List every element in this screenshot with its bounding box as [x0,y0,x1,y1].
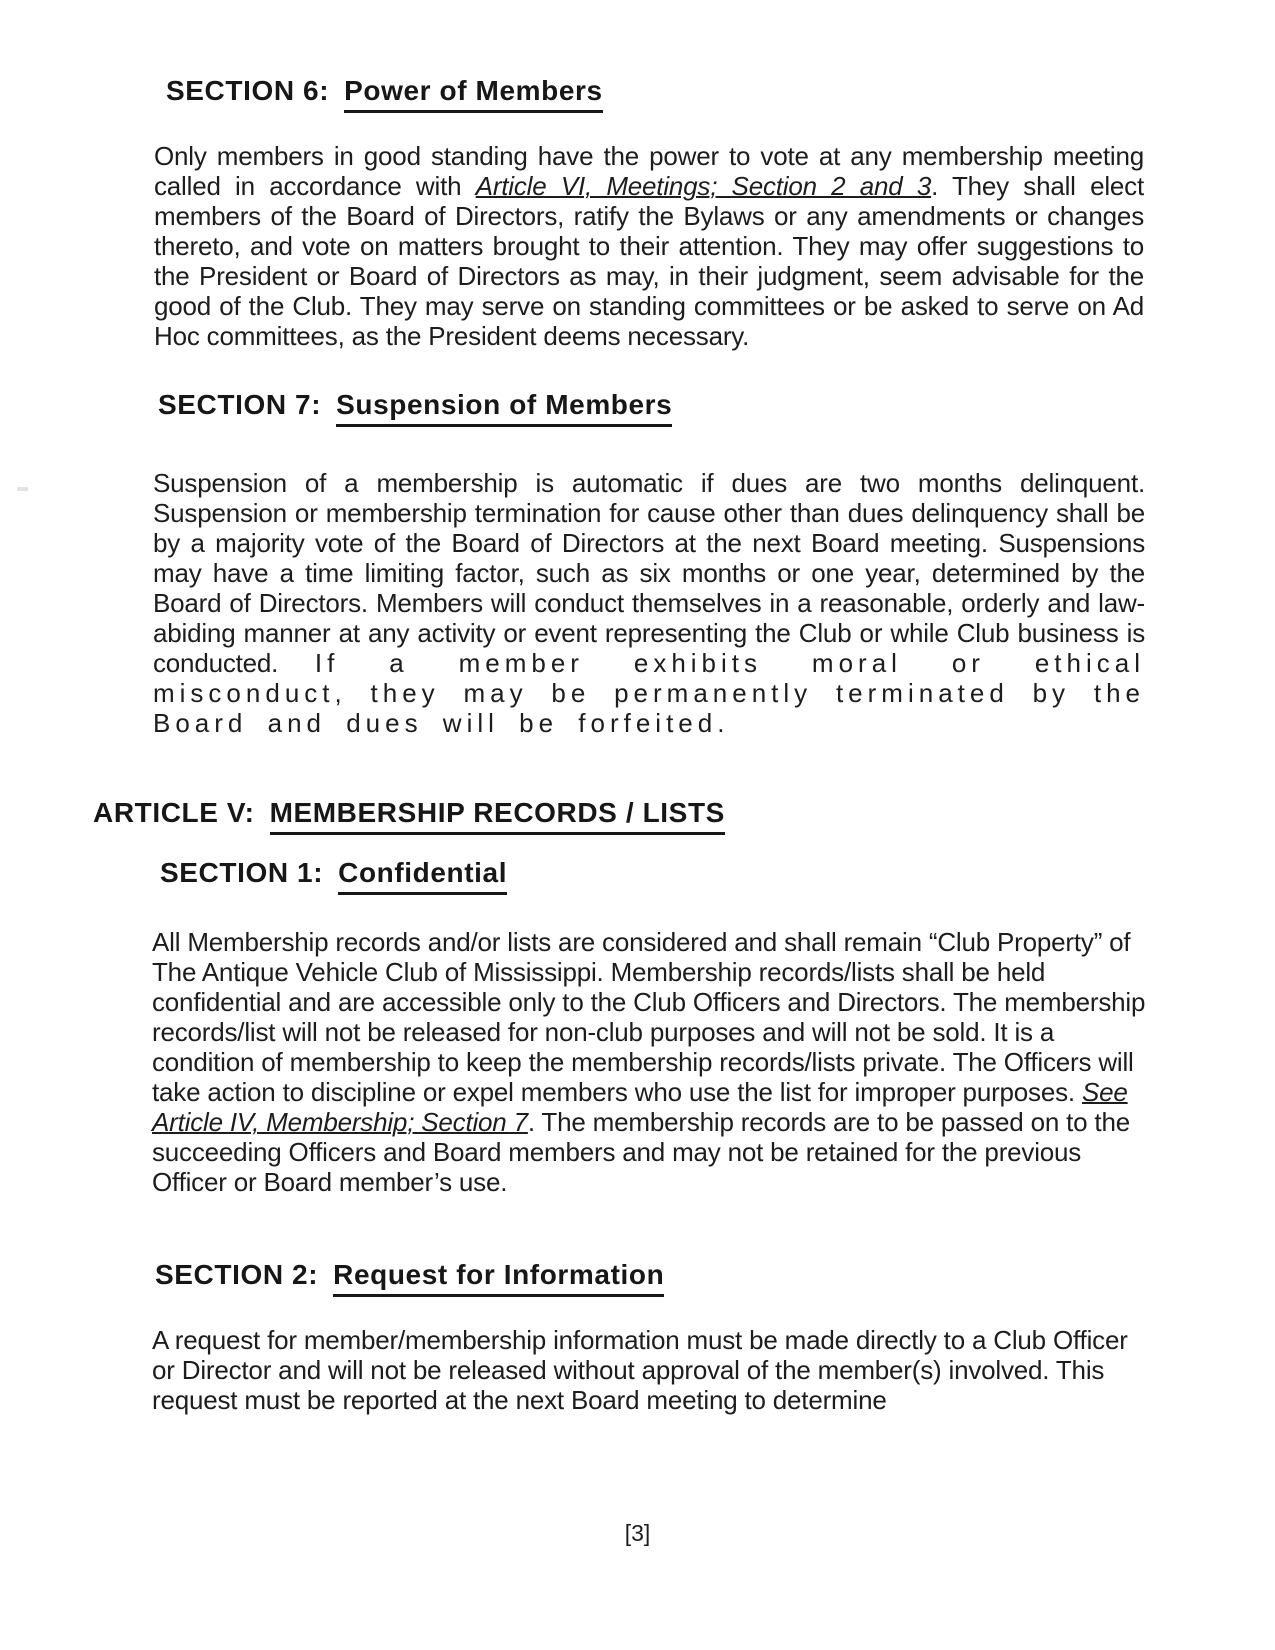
article5-heading [93,796,725,835]
section7-text-emphasized: If a member exhibits moral or ethical misconduct, they may be permanently terminated by the Board and dues will be forfeited. [153,648,1145,738]
section1-paragraph [152,927,1154,1197]
section7-text-normal: Suspension of a membership is automatic if dues are two months delinquent. Suspension or membership termination for cause other than dues delinquency shall be by a majority vote of the Board of Directors at the next Board meeting. Suspensions may have a time limiting factor, such as six months or one year, determined by the Board of Directors. Members will conduct themselves in a reasonable, orderly and law-abiding manner at any activity or event representing the Club or while Club business is conducted. [153,468,1145,678]
section2-paragraph: A request for member/membership information must be made directly to a Club Officer or Director and will not be released without approval of the member(s) involved. This request must be reported at the next Board meeting to determine [152,1325,1128,1415]
section7-paragraph [153,468,1145,738]
article5-title: MEMBERSHIP RECORDS / LISTS [270,796,725,835]
page-number: [3] [624,1520,651,1546]
section1-text-after: . The membership records are to be passed on to the succeeding Officers and Board members and may not be retained for the previous Officer or Board member’s use. [152,1107,1130,1197]
section1-text-before: All Membership records and/or lists are considered and shall remain “Club Property” of The Antique Vehicle Club of Mississippi. Membership records/lists shall be held confidential and are accessible only to the Club Officers and Directors. The membership records/list will not be released for non-club purposes and will not be sold. It is a condition of membership to keep the membership records/lists private. The Officers will take action to discipline or expel members who use the list for improper purposes. [152,927,1146,1107]
section7-heading [158,388,672,427]
section6-cross-reference: Article VI, Meetings; Section 2 and 3 [475,171,932,201]
article5-label: ARTICLE V: [93,797,255,828]
section7-label: SECTION 7: [158,389,322,420]
section2-heading [155,1258,664,1297]
section1-cross-reference: See Article IV, Membership; Section 7 [152,1077,1128,1137]
section6-heading [166,74,603,113]
section6-title: Power of Members [344,74,603,113]
scan-artifact [17,487,28,491]
section1-heading [160,856,507,895]
section6-label: SECTION 6: [166,75,330,106]
section1-label: SECTION 1: [160,857,324,888]
section7-title: Suspension of Members [336,388,672,427]
section6-text-before: Only members in good standing have the power to vote at any membership meeting called in accordance with [154,141,1144,201]
section6-text-after: . They shall elect members of the Board of Directors, ratify the Bylaws or any amendments or changes thereto, and vote on matters brought to their attention. They may offer suggestions to the President or Board of Directors as may, in their judgment, seem advisable for the good of the Club. They may serve on standing committees or be asked to serve on Ad Hoc committees, as the President deems necessary. [154,171,1144,351]
section2-title: Request for Information [333,1258,664,1297]
section1-title: Confidential [338,856,507,895]
section6-paragraph [154,141,1144,351]
section2-label: SECTION 2: [155,1259,319,1290]
